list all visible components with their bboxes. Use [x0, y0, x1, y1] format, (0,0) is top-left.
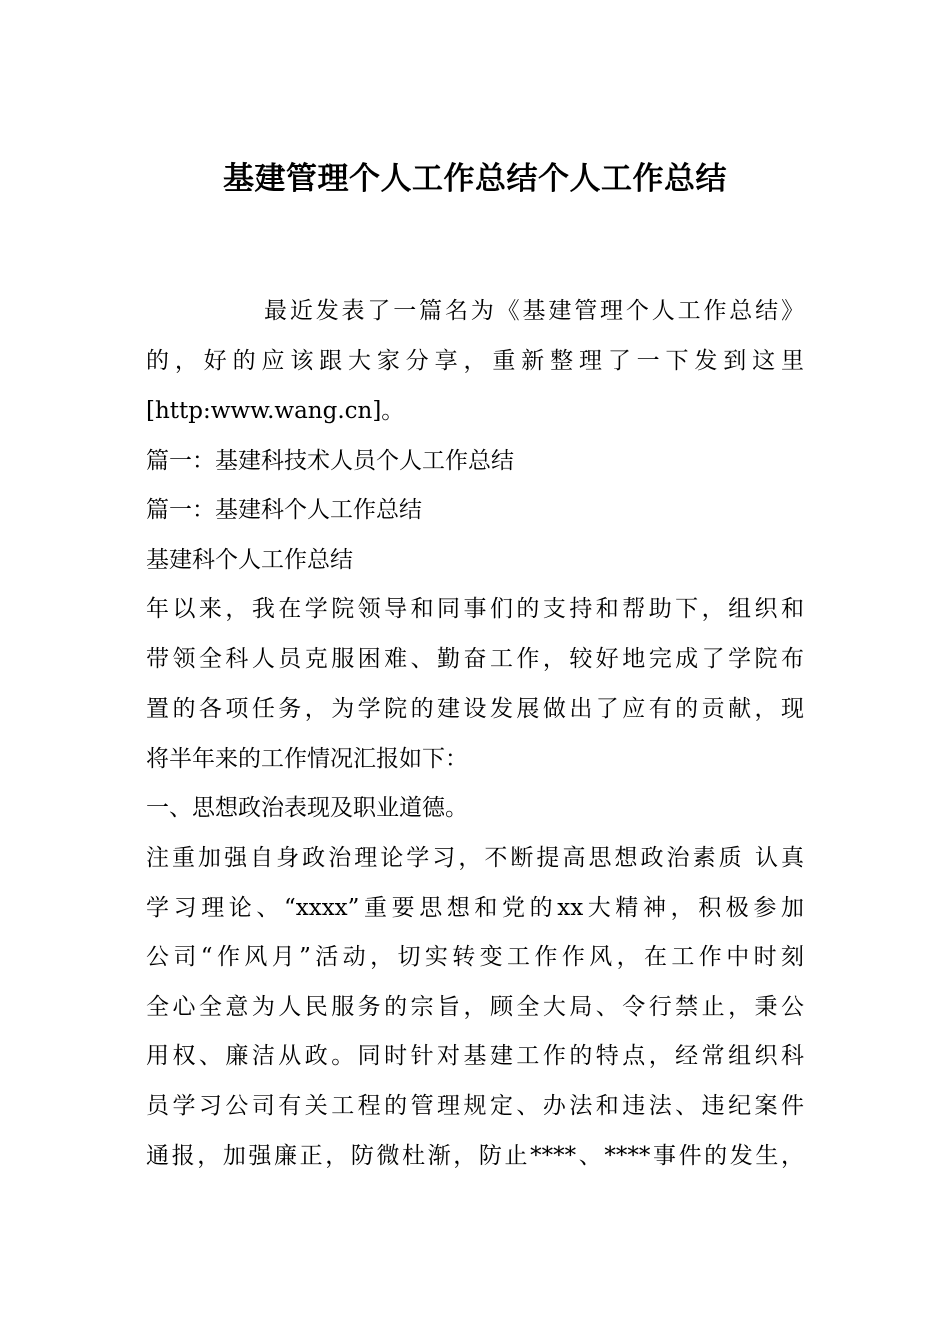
paragraph-line-12: 用权、廉洁从政。同时针对基建工作的特点，经常组织科 — [146, 1043, 804, 1069]
paragraph-line-7: 将半年来的工作情况汇报如下： — [146, 746, 468, 772]
paragraph-line-13: 员学习公司有关工程的管理规定、办法和违法、违纪案件 — [146, 1093, 804, 1119]
paragraph-line-4: 年以来，我在学院领导和同事们的支持和帮助下，组织和 — [146, 596, 804, 622]
paragraph-line-1: 最近发表了一篇名为《基建管理个人工作总结》 — [264, 298, 804, 324]
heading-line-1: 篇一：基建科技术人员个人工作总结 — [146, 448, 514, 474]
paragraph-line-3: [http:www.wang.cn]。 — [146, 398, 405, 424]
section-heading: 一、思想政治表现及职业道德。 — [146, 795, 468, 821]
paragraph-line-10: 公司“作风月”活动，切实转变工作作风，在工作中时刻 — [146, 944, 804, 970]
paragraph-line-9: 学习理论、“xxxx”重要思想和党的xx大精神，积极参加 — [146, 895, 804, 921]
heading-line-2: 篇一：基建科个人工作总结 — [146, 497, 422, 523]
paragraph-line-6: 置的各项任务，为学院的建设发展做出了应有的贡献，现 — [146, 696, 804, 722]
paragraph-line-14: 通报，加强廉正，防微杜渐，防止****、****事件的发生， — [146, 1143, 804, 1169]
heading-line-3: 基建科个人工作总结 — [146, 547, 353, 573]
paragraph-line-8: 注重加强自身政治理论学习，不断提高思想政治素质 认真 — [146, 845, 804, 871]
paragraph-line-11: 全心全意为人民服务的宗旨，顾全大局、令行禁止，秉公 — [146, 994, 804, 1020]
paragraph-line-5: 带领全科人员克服困难、勤奋工作，较好地完成了学院布 — [146, 646, 804, 672]
document-title: 基建管理个人工作总结个人工作总结 — [223, 161, 727, 197]
paragraph-line-2: 的，好的应该跟大家分享，重新整理了一下发到这里 — [146, 348, 804, 374]
